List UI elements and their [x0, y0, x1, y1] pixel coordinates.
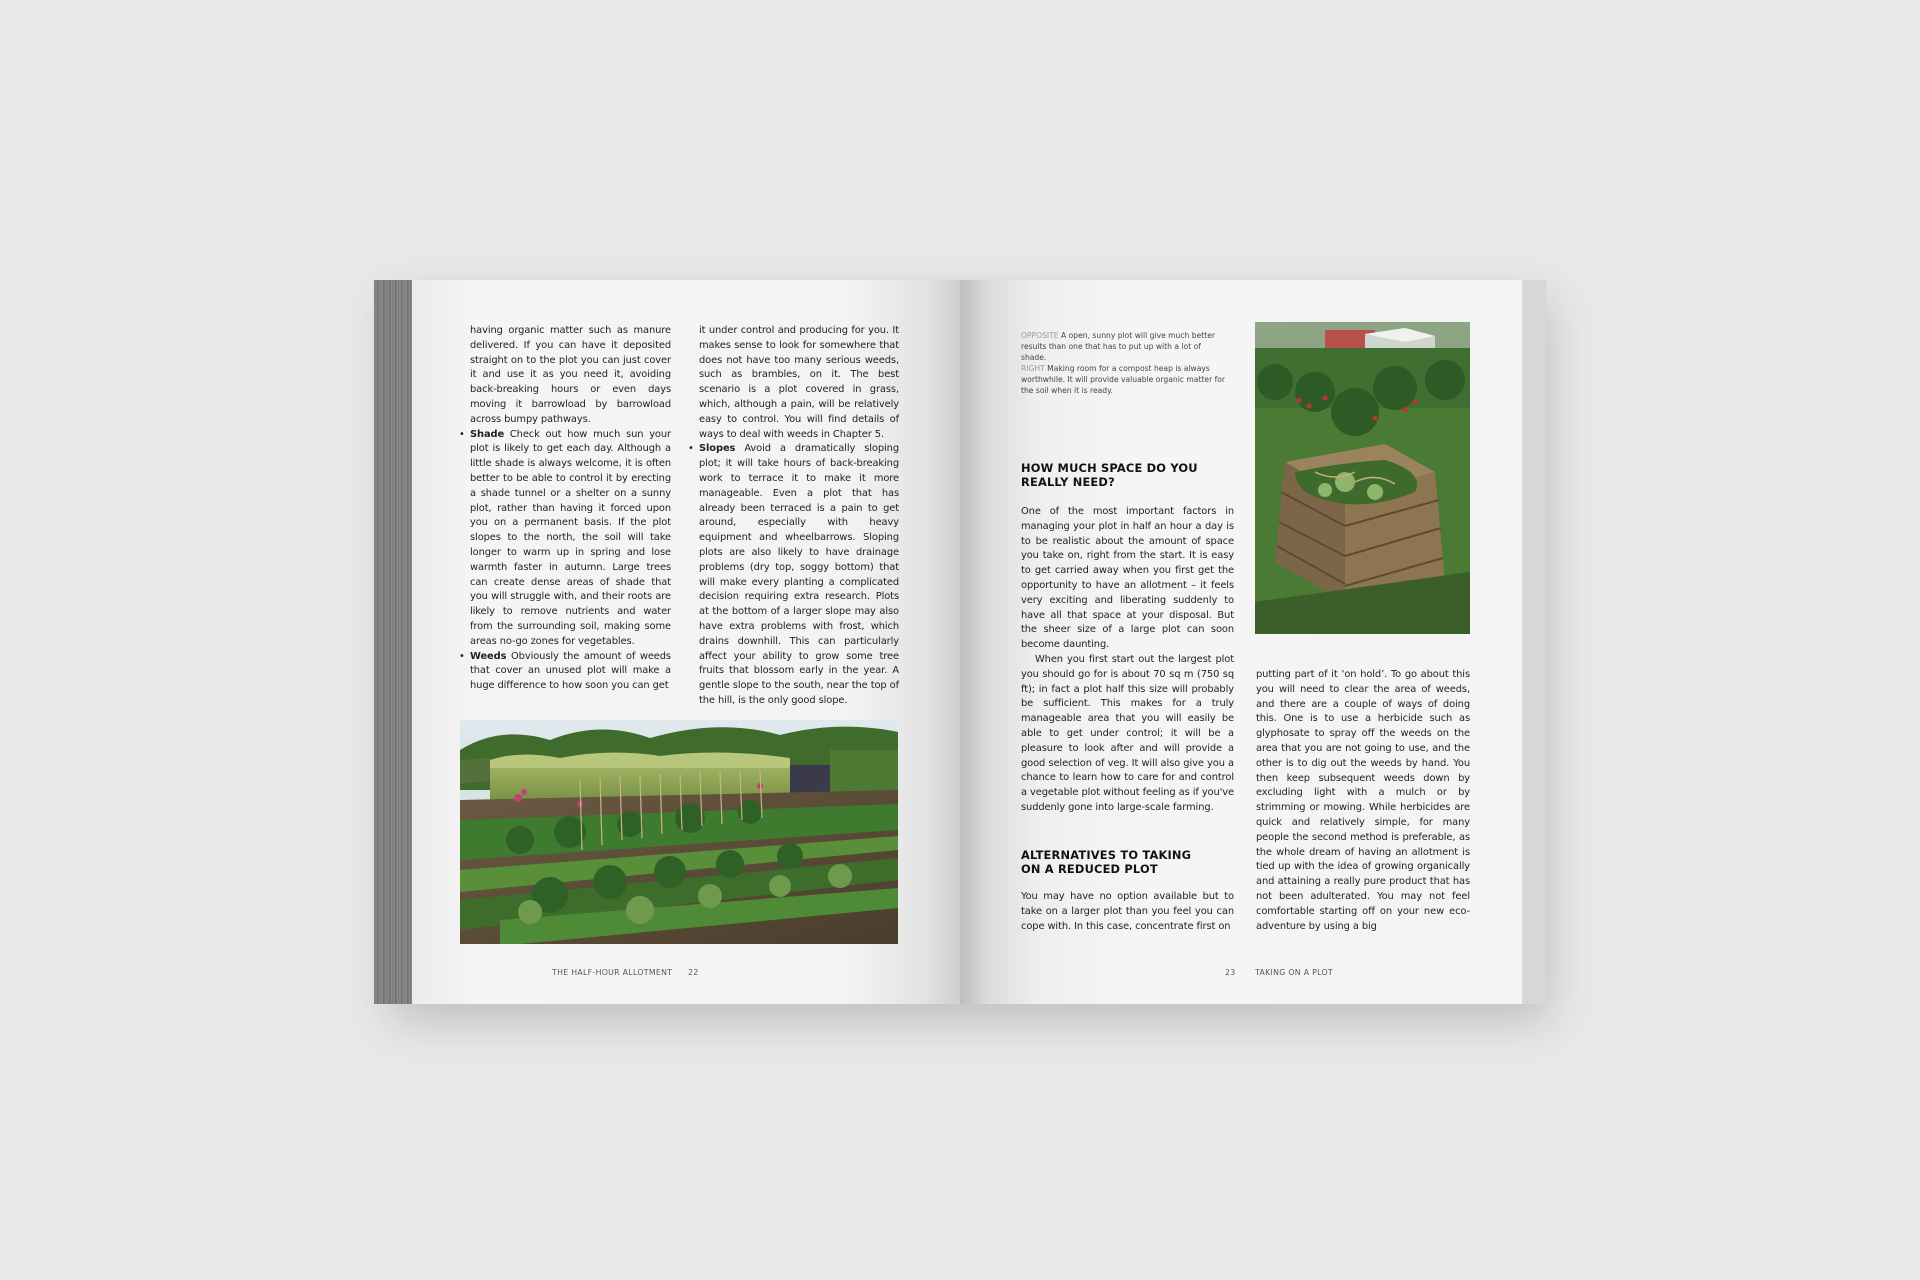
left-footer-title: THE HALF-HOUR ALLOTMENT [552, 968, 673, 977]
heading-how-much-space-line1: HOW MUCH SPACE DO YOU [1021, 461, 1198, 475]
right-page [960, 280, 1522, 1004]
para-space-2: When you first start out the largest plot you should go for is about 70 sq m (750 sq ft); in fact a plot half this size will probably be sufficient. This makes for a truly manageable area that you will easily be able to get under control; it will be a pleasure to look after and will provide a good selection of veg. It will also give you a chance to learn how to care for and control a vegetable plot without feeling as if you've suddenly gone into large-scale farming. [1021, 653, 1234, 813]
right-column-1 [1021, 505, 1234, 816]
slopes-term: Slopes [699, 443, 736, 455]
vegetable-garden-photo [460, 720, 898, 944]
left-column-1 [459, 324, 671, 694]
photo-captions [1021, 330, 1228, 396]
slopes-text: Avoid a dramatically sloping plot; it will take hours of back-breaking work to terrace it to make it more manageable. Even a plot that has already been terraced is a pain to get around, especially with heavy equipment and wheelbarrows. Sloping plots are also likely to have drainage problems (dry top, soggy bottom) that will make every planting a complicated decision requiring extra research. Plots at the bottom of a larger slope may also have extra problems with frost, which drains downhill. This can particularly affect your ability to grow some tree fruits that blossom early in the year. A gentle slope to the south, near the top of the hill, is the only good slope. [699, 443, 899, 706]
compost-heap-photo [1255, 322, 1470, 634]
para-alternatives: You may have no option available but to take on a larger plot than you feel you can cope with. In this case, concentrate first on [1021, 891, 1234, 932]
page-edges-right [1518, 280, 1546, 1004]
slopes-bullet [688, 442, 899, 708]
page-edges-left [374, 280, 414, 1004]
para-on-hold: putting part of it ‘on hold’. To go about this you will need to clear the area of weeds, and there are a couple of ways of doing this. One is to use a herbicide such as glyphosate to spray off the weeds on the area that you are not going to use, and the other is to dig out the weeds by hand. You then keep subsequent weeds down by excluding light with a mulch or by strimming or mowing. While herbicides are quick and relatively simple, for many people the second method is preferable, as the whole dream of having an allotment is tied up with the idea of growing organically and attaining a really pure product that has not been adulterated. You may not feel comfortable starting off on your new eco-adventure by using a big [1256, 669, 1470, 932]
bullet-mark: • [459, 650, 465, 662]
col2-intro: it under control and producing for you. It makes sense to look for somewhere that does not have too many serious weeds, such as brambles, on it. The best scenario is a plot covered in grass, which, although a pain, will be relatively easy to control. You will find details of ways to deal with weeds in Chapter 5. [699, 325, 899, 440]
left-page [412, 280, 960, 1004]
right-column-2 [1256, 668, 1470, 934]
left-page-number: 22 [688, 968, 699, 977]
caption-right-key: RIGHT [1021, 364, 1045, 373]
weeds-term: Weeds [470, 650, 507, 662]
heading-alternatives [1021, 848, 1241, 876]
heading-alternatives-line1: ALTERNATIVES TO TAKING [1021, 848, 1192, 862]
weeds-text: Obviously the amount of weeds that cover an unused plot will make a huge difference to how soon you can get [470, 650, 671, 692]
right-page-number: 23 [1225, 968, 1236, 977]
right-column-1-lower [1021, 890, 1234, 934]
right-footer-title: TAKING ON A PLOT [1255, 968, 1333, 977]
para-space-1: One of the most important factors in managing your plot in half an hour a day is to be realistic about the amount of space you take on, right from the start. It is easy to get carried away when you first get the opportunity to have an allotment – it feels very exciting and liberating suddenly to have all that space at your disposal. But the sheer size of a large plot can soon become daunting. [1021, 506, 1234, 651]
bullet-mark: • [459, 428, 465, 440]
heading-alternatives-line2: ON A REDUCED PLOT [1021, 862, 1158, 876]
vegetable-garden-illustration [460, 720, 898, 944]
compost-heap-illustration [1255, 322, 1470, 634]
caption-opposite-key: OPPOSITE [1021, 331, 1059, 340]
caption-opposite-text: A open, sunny plot will give much better results than one that has to put up with a lot of shade. [1021, 331, 1216, 362]
bullet-mark: • [688, 443, 694, 455]
weeds-bullet [459, 650, 671, 694]
shade-term: Shade [470, 428, 505, 440]
heading-how-much-space [1021, 461, 1241, 489]
heading-how-much-space-line2: REALLY NEED? [1021, 475, 1115, 489]
col1-intro: having organic matter such as manure delivered. If you can have it deposited straight on to the plot you can just cover it and use it as you need it, avoiding back-breaking hours or even days moving it barrowload by barrowload across bumpy pathways. [470, 325, 671, 425]
caption-right-text: Making room for a compost heap is always worthwhile. It will provide valuable organic matter for the soil when it is ready. [1021, 364, 1226, 395]
left-column-2 [688, 324, 899, 709]
shade-bullet [459, 428, 671, 650]
shade-text: Check out how much sun your plot is likely to get each day. Although a little shade is always welcome, it is often better to be able to control it by erecting a shade tunnel or a shelter on a sunny plot, rather than having it forced upon you on a permanent basis. If the plot slopes to the north, the soil will take longer to warm up in spring and lose warmth faster in autumn. Large trees can create dense areas of shade that you will struggle with, and their roots are likely to remove nutrients and water from the surrounding soil, making some areas no-go zones for vegetables. [470, 428, 671, 647]
